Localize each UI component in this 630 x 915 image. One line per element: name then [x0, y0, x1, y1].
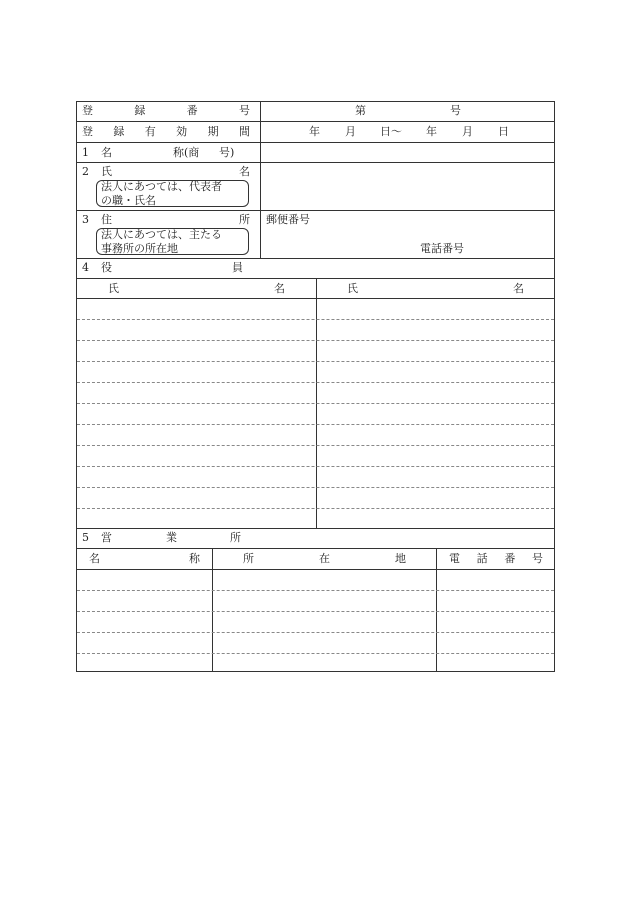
offices-label-b: 業: [166, 531, 177, 544]
officer-row: [77, 445, 554, 446]
office-row: [77, 653, 554, 654]
rule: [76, 210, 555, 211]
period-day-start: 日〜: [380, 125, 402, 138]
postal-code-label: 郵便番号: [266, 213, 310, 226]
officer-row: [77, 466, 554, 467]
rule: [76, 121, 555, 122]
person-note-line2: の職・氏名: [101, 194, 156, 207]
office-row: [77, 611, 554, 612]
address-note-line2: 事務所の所在地: [101, 242, 178, 255]
address-label-a: 住: [101, 213, 112, 226]
officer-row: [77, 361, 554, 362]
officer-row: [77, 382, 554, 383]
period-year-end: 年: [426, 125, 437, 138]
officers-label-a: 役: [101, 261, 112, 274]
office-row: [77, 590, 554, 591]
person-note-line1: 法人にあつては、代表者: [101, 180, 222, 193]
offices-head-name: 名 称: [89, 552, 200, 565]
rule: [260, 101, 261, 258]
rule: [76, 142, 555, 143]
period-year-start: 年: [309, 125, 320, 138]
offices-label-c: 所: [230, 531, 241, 544]
rule: [76, 569, 555, 570]
name-label-a: 名: [101, 146, 112, 159]
officer-row: [77, 487, 554, 488]
officer-row: [77, 424, 554, 425]
offices-head-phone: 電 話 番 号: [449, 552, 543, 565]
rule: [76, 258, 555, 259]
rule: [76, 528, 555, 529]
reg-number-label: 登 録 番 号: [82, 104, 250, 117]
officers-number: 4: [82, 261, 89, 274]
name-label-c: 号): [219, 146, 235, 159]
phone-number-label: 電話番号: [420, 242, 464, 255]
officers-label-b: 員: [232, 261, 243, 274]
offices-label-a: 営: [101, 531, 112, 544]
rule: [76, 162, 555, 163]
reg-number-field: 第 号: [355, 104, 461, 117]
officers-head-right: 氏 名: [347, 282, 524, 295]
offices-number: 5: [82, 531, 89, 544]
period-month-end: 月: [462, 125, 473, 138]
officer-row: [77, 508, 554, 509]
address-label-b: 所: [239, 213, 250, 226]
officers-head-left: 氏 名: [108, 282, 285, 295]
period-month-start: 月: [345, 125, 356, 138]
name-number: 1: [82, 146, 89, 159]
officer-row: [77, 340, 554, 341]
person-label-b: 名: [239, 165, 250, 178]
offices-head-location: 所 在 地: [243, 552, 406, 565]
person-number: 2: [82, 165, 89, 178]
person-label-a: 氏: [101, 165, 112, 178]
address-number: 3: [82, 213, 89, 226]
office-row: [77, 632, 554, 633]
name-label-b: 称(商: [173, 146, 200, 159]
rule: [76, 548, 555, 549]
address-note-line1: 法人にあつては、主たる: [101, 228, 222, 241]
validity-period-label: 登 録 有 効 期 間: [82, 125, 250, 138]
period-day-end: 日: [498, 125, 509, 138]
officer-row: [77, 319, 554, 320]
officer-row: [77, 403, 554, 404]
